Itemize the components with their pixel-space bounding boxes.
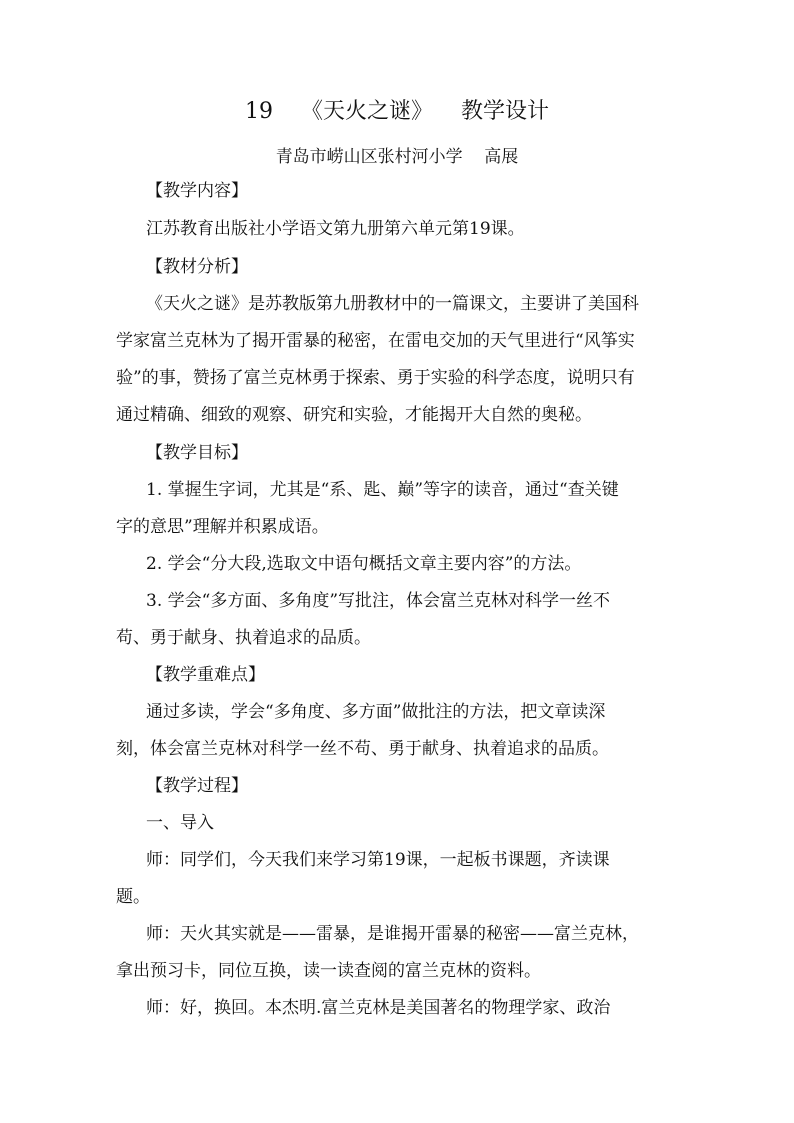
paragraph-line: 师：好，换回。本杰明.富兰克林是美国著名的物理学家、政治 (146, 998, 611, 1018)
paragraph-line: 通过多读，学会“多角度、多方面”做批注的方法，把文章读深 (146, 702, 606, 722)
section-heading-content: 【教学内容】 (146, 181, 248, 201)
author-line: 青岛市崂山区张村河小学 高展 (275, 147, 519, 167)
paragraph-line: 拿出预习卡，同位互换，读一读查阅的富兰克林的资料。 (116, 961, 541, 981)
paragraph-line: 验”的事，赞扬了富兰克林勇于探索、勇于实验的科学态度，说明只有 (116, 368, 635, 388)
paragraph-line: 通过精确、细致的观察、研究和实验，才能揭开大自然的奥秘。 (116, 405, 592, 425)
paragraph-line: 师：同学们，今天我们来学习第19课，一起板书课题，齐读课 (146, 850, 610, 870)
paragraph-line: 2. 学会“分大段,选取文中语句概括文章主要内容”的方法。 (146, 554, 582, 574)
paragraph-line: 苟、勇于献身、执着追求的品质。 (116, 628, 371, 648)
paragraph-line: 学家富兰克林为了揭开雷暴的秘密，在雷电交加的天气里进行“风筝实 (116, 331, 635, 351)
paragraph-line: 字的意思”理解并积累成语。 (116, 517, 329, 537)
section-heading-process: 【教学过程】 (146, 776, 248, 796)
paragraph-line: 师：天火其实就是——雷暴，是谁揭开雷暴的秘密——富兰克林， (146, 924, 639, 944)
paragraph-line: 1. 掌握生字词，尤其是“系、匙、巅”等字的读音，通过“查关键 (146, 480, 619, 500)
section-heading-goals: 【教学目标】 (146, 443, 248, 463)
paragraph-line: 3. 学会“多方面、多角度”写批注，体会富兰克林对科学一丝不 (146, 591, 611, 611)
paragraph-line: 《天火之谜》是苏教版第九册教材中的一篇课文，主要讲了美国科 (146, 294, 639, 314)
paragraph-line: 江苏教育出版社小学语文第九册第六单元第19课。 (146, 219, 525, 239)
paragraph-line: 题。 (116, 887, 150, 907)
subsection-heading: 一、导入 (146, 813, 214, 833)
document-title: 19 《天火之谜》 教学设计 (245, 99, 549, 124)
section-heading-analysis: 【教材分析】 (146, 257, 248, 277)
paragraph-line: 刻，体会富兰克林对科学一丝不苟、勇于献身、执着追求的品质。 (116, 739, 609, 759)
section-heading-key-points: 【教学重难点】 (146, 665, 265, 685)
